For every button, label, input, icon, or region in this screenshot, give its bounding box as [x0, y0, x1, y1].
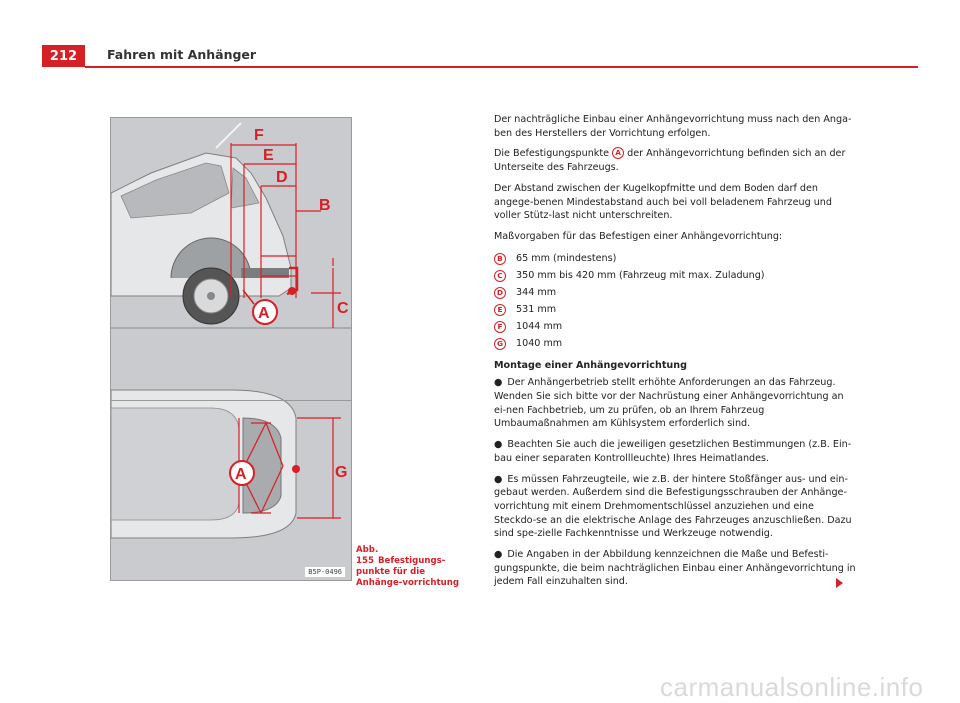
spec-marker: G: [494, 338, 506, 350]
spec-row: [494, 302, 858, 319]
bullet-glyph: ●: [494, 473, 503, 485]
figure-label-b: B: [319, 197, 331, 214]
spec-value: 1040 mm: [516, 338, 563, 350]
spec-value: 65 mm (mindestens): [516, 253, 617, 265]
spec-row: [494, 285, 858, 302]
spec-row: [494, 251, 858, 268]
figure-label-a-bottom: A: [235, 466, 247, 483]
figure-code: B5P-0496: [305, 567, 345, 577]
spec-marker: E: [494, 304, 506, 316]
bullet-glyph: ●: [494, 439, 503, 451]
bullet-item: [494, 473, 858, 542]
spec-value: 344 mm: [516, 287, 557, 299]
bullet-text: Der Anhängerbetrieb stellt erhöhte Anforderungen an das Fahrzeug. Wenden Sie sich bitte vor der Nachrüstung einer Anhängevorrichtung an ei-nen Fachbetrieb, um zu prüfen, ob an Ihrem Fahrzeug Umbaumaßnahmen am Kühlsystem erforderlich sind.: [494, 377, 844, 430]
figure-label-c: C: [337, 300, 349, 317]
bullet-text: Die Angaben in der Abbildung kennzeichnen die Maße und Befesti-gungspunkte, die beim nachträglichen Einbau einer Anhängevorrichtung in jedem Fall einzuhalten sind.: [494, 549, 856, 588]
spec-marker: C: [494, 270, 506, 282]
spec-row: [494, 319, 858, 336]
bullet-glyph: ●: [494, 377, 503, 389]
bullet-text: Beachten Sie auch die jeweiligen gesetzlichen Bestimmungen (z.B. Ein-bau einer separaten Kontrollleuchte) Ihres Heimatlandes.: [494, 439, 852, 464]
para2-before: Die Befestigungspunkte: [494, 148, 610, 160]
watermark: carmanualsonline.info: [660, 672, 924, 702]
page-number: 212: [42, 45, 85, 67]
car-top-view: [111, 390, 351, 538]
spec-row: [494, 336, 858, 353]
paragraph-intro: Der nachträgliche Einbau einer Anhängevorrichtung muss nach den Anga-ben des Herstellers der Vorrichtung erfolgen.: [494, 114, 852, 139]
bullet-item: [494, 438, 858, 465]
spec-value: 531 mm: [516, 304, 557, 316]
figure-label-e: E: [263, 147, 274, 164]
spec-value: 1044 mm: [516, 321, 563, 333]
paragraph-ground-clearance: Der Abstand zwischen der Kugelkopfmitte und dem Boden darf den angege-benen Mindestabstand auch bei voll beladenem Fahrzeug und voller Stütz-last nicht unterschreiten.: [494, 182, 832, 222]
spec-marker: D: [494, 287, 506, 299]
continue-arrow-icon: [836, 578, 843, 588]
paragraph-attachment-points: [494, 147, 858, 174]
para2-after: der Anhängevorrichtung befinden sich an der Unterseite des Fahrzeugs.: [494, 148, 846, 174]
spec-row: [494, 268, 858, 285]
caption-number: Abb. 155: [356, 545, 379, 566]
tow-hitch-figure: [110, 117, 352, 581]
tow-hitch-illustration: [111, 118, 351, 580]
paragraph-dimensions-intro: Maßvorgaben für das Befestigen einer Anhängevorrichtung:: [494, 230, 783, 242]
dimension-spec-list: [494, 251, 858, 353]
bullet-item: [494, 548, 858, 589]
caption-text: Befestigungs-punkte für die Anhänge-vorrichtung: [356, 556, 459, 588]
figure-label-a-top: A: [258, 305, 270, 322]
spec-marker: F: [494, 321, 506, 333]
bullet-glyph: ●: [494, 549, 503, 561]
spec-value: 350 mm bis 420 mm (Fahrzeug mit max. Zuladung): [516, 270, 765, 282]
spec-marker: B: [494, 253, 506, 265]
body-text-column: [494, 113, 858, 596]
bullet-item: [494, 376, 858, 431]
section-subheading: Montage einer Anhängevorrichtung: [494, 359, 687, 371]
header-rule: [85, 66, 918, 68]
figure-label-f: F: [254, 127, 264, 144]
point-a-badge-bottom: [230, 461, 254, 485]
figure-label-d: D: [276, 169, 288, 186]
figure-caption: [356, 545, 466, 589]
running-title: Fahren mit Anhänger: [107, 47, 257, 62]
bullet-text: Es müssen Fahrzeugteile, wie z.B. der hintere Stoßfänger aus- und ein-gebaut werden. Außerdem sind die Befestigungsschrauben der Anhänge-vorrichtung mit einem Drehmomentschlüssel anzuziehen und eine Steckdo-se an die elektrische Anlage des Fahrzeuges anzuschließen. Dazu sind spe-zielle Fachkenntnisse und Werkzeuge notwendig.: [494, 473, 852, 540]
figure-label-g: G: [335, 464, 348, 481]
marker-a: A: [612, 147, 624, 159]
